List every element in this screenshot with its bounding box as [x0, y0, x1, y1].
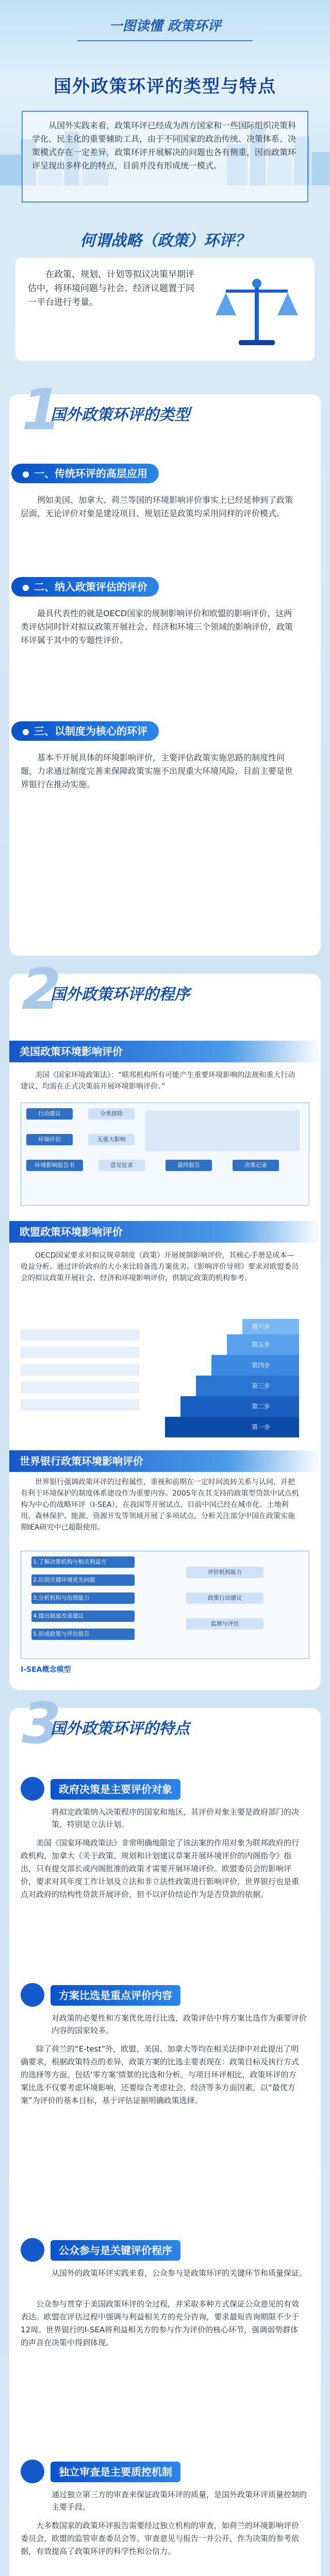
eu-step-labels [252, 1319, 308, 1437]
side-step: 政策行动建议 [186, 1592, 263, 1604]
people-icon [21, 2238, 44, 2262]
feature-heading-3: 公众参与是关键评价程序 [9, 2236, 321, 2264]
section-types-header [9, 377, 321, 443]
feature-text-2: 除了荷兰的“E-test”外，欧盟、美国、加拿大等均在相关法律中对此提出了明确要求，根据政策特点的差异，政策方案的比选主要表现在：政策目标及执行方式的选择等方面，包括‘零方案’情景的比选和分析。与项目环评相比，政策环评的方案比选不仅要考虑环境影响，还要综合考虑社会、经济等多方面因素，以“最优方案”为评价的基本目标，基于评估证据明确政策选择。 [21, 2044, 300, 2105]
wb-flowchart [21, 1551, 309, 1659]
flow-note-placeholder [145, 1110, 300, 1151]
flow-box: 最终报告 [166, 1160, 212, 1171]
what-is-title: 何谓战略（政策）环评？ [80, 232, 250, 250]
side-step: 监测与评估 [186, 1618, 263, 1630]
tagline: 一图读懂 政策环评 [109, 19, 221, 34]
flow-box: 决策记录 [233, 1160, 279, 1171]
section-number: 1 [22, 377, 61, 443]
flow-box: 行动建议 [26, 1108, 73, 1120]
eu-step: 第六步 [252, 1323, 271, 1330]
us-flowchart [21, 1103, 309, 1206]
intro-paragraph: 从国外实践来看，政策环评已经成为西方国家和一些国际组织决策科学化、民主化的重要辅助工具，由于不同国家的政治传统、决策体系、决策模式存在一定差异，政策环评开展解决的问题也各有侧重，因而政策环评呈现出多样化的特点，目前并没有形成统一模式。 [22, 111, 308, 202]
section-title: 国外政策环评的程序 [51, 986, 190, 1004]
flow-step: 5.形成政策与评估报告 [31, 1629, 135, 1640]
eu-step-line [21, 1364, 139, 1376]
eu-text: OECD国家要求对拟议规章制度（政策）开展规制影响评价，其核心手册是成本—收益分析。通过评价政府的大小来比较备选方案优劣。《影响评价导则》要求对欧盟委员会的拟议政策开展社会、经济和环境影响评价，供制定政策的机构参考。 [21, 1251, 299, 1282]
government-icon [21, 1777, 44, 1801]
flow-step: 2.识别关键环境优先问题 [31, 1574, 135, 1586]
section-number: 2 [22, 956, 61, 1022]
eu-step: 第四步 [252, 1362, 271, 1369]
feature-heading-1: 政府决策是主要评价对象 [9, 1775, 321, 1803]
type-text-1: 例如美国、加拿大、荷兰等国的环境影响评价事实上已经延伸到了政策层面，无论评价对象是建设项目、规划还是政策均采用同样的评价模式。 [21, 495, 293, 518]
side-step: 评价机构能力 [186, 1567, 263, 1578]
feature-note-2: 对政策的必要性和方案优化进行比选，政策评估中将方案比选作为重要评价内容的国家较多。 [52, 2013, 307, 2035]
feature-heading-4: 独立审查是主要质控机制 [9, 2458, 321, 2485]
feature-note-1: 将拟定政策纳入决策程序的国家和地区，其评价对象主要是政府部门的决策，特别是立法计划。 [52, 1807, 300, 1829]
flow-box: 分类排除 [88, 1108, 135, 1120]
wb-heading: 世界银行政策环境影响评价 [9, 1450, 321, 1472]
us-heading: 美国政策环境影响评价 [9, 1041, 321, 1062]
section-title: 国外政策环评的特点 [51, 1720, 190, 1738]
eu-step-list [21, 1329, 139, 1417]
flow-box: 环境评估 [26, 1134, 73, 1145]
what-is-definition: 在政策、规划、计划等拟议决策早期评估中，将环境问题与社会、经济议题置于同一平台进行考量。 [15, 258, 315, 361]
tagline-underline [77, 40, 253, 41]
eu-step-line [21, 1382, 139, 1393]
feature-text-4: 大多数国家的政策环评报告需要经过独立机构的审查，如荷兰的环境影响评价委员会，欧盟的监管审查委员会等。审查意见与报告一并公开，作为决策的参考依据，有效提高了政策环评的科学性和公信力。 [21, 2521, 300, 2556]
section-procedures-header [9, 956, 321, 1022]
eu-heading: 欧盟政策环境影响评价 [9, 1221, 321, 1243]
eu-step: 第三步 [252, 1382, 271, 1389]
flow-step: 3.分析机构与治理能力 [31, 1592, 135, 1604]
eu-step: 第二步 [252, 1403, 271, 1410]
bullet-dot-icon [23, 471, 29, 478]
eu-step: 第五步 [252, 1341, 271, 1348]
type-text-3: 基本不开展具体的环境影响评价，主要评估政策实施思路的制度性问题，力求通过制度完善来保障政策实施不出现重大环境风险，目前主要是世界银行在推动实施。 [21, 753, 293, 789]
feature-heading-2: 方案比选是重点评价内容 [9, 1981, 321, 2009]
type-heading-2: 二、纳入政策评估的评价 [11, 577, 159, 597]
balance-scale-icon [210, 274, 303, 351]
flow-box: 环境影响报告书 [26, 1160, 83, 1171]
feature-note-4: 通过独立第三方的审查来保证政策环评的质量，是国外政策环评质量控制的主要手段。 [52, 2490, 307, 2512]
compare-icon [21, 1983, 44, 2007]
type-text-2: 最具代表性的就是OECD国家的规制影响评价和欧盟的影响评价，这两类评估同时针对拟议政策开展社会、经济和环境三个领域的影响评价，政策环评属于其中的专题性评价。 [21, 608, 293, 645]
bullet-dot-icon [23, 585, 29, 591]
page-title: 国外政策环评的类型与特点 [54, 76, 276, 97]
isea-model-label: I-SEA概念模型 [21, 1666, 71, 1674]
bullet-dot-icon [23, 729, 29, 735]
section-features-header [9, 1690, 321, 1756]
eu-step-line [21, 1399, 139, 1411]
section-title: 国外政策环评的类型 [51, 406, 190, 424]
feature-text-3: 公众参与贯穿于美国政策环评的全过程，并采取多种方式保证公众意见的有效表达。欧盟在评估过程中强调与利益相关方的充分咨询，要求最短咨询期限不少于12周。世界银行的I-SEA将利益相关方的参与作为评价的核心环节，强调弱势群体的声音在决策中得到体现。 [21, 2299, 300, 2347]
flow-step: 4.提出制度改善建议 [31, 1611, 135, 1622]
feature-note-3: 从国外的政策环评实践来看，公众参与是政策环评的关键环节和质量保证。 [52, 2268, 307, 2278]
eu-step-line [21, 1347, 139, 1358]
flow-box: 意见征求 [98, 1160, 145, 1171]
feature-text-1: 美国《国家环境政策法》非常明确地限定了该法案的作用对象为联邦政府的行政机构，加拿大《关于政策、规划和计划建议草案开展环境评价的内阁指令》指出，只有提交部长或内阁批准的政策才需要开展环境评价。欧盟委员会的影响评价，要求对其年度工作计划及立法和非立法性政策进行影响评价，世界银行也是重点对政府的结构性贷款开展评价，但不以评价结论作为是否贷款的依据。 [21, 1838, 300, 1899]
flow-step: 1.了解决策机构与相关利益方 [31, 1556, 135, 1568]
flow-box: 无重大影响 [88, 1134, 135, 1145]
section-number: 3 [22, 1690, 61, 1756]
magnifier-icon [21, 2460, 44, 2483]
eu-step: 第一步 [252, 1423, 271, 1431]
wb-text: 世界银行强调政策环评的过程属性，重视和前期在一定时间流转关系与认同，并把有利于环境保护的制度体系建设作为重要内容。2005年在其支持的政策型贷款中试点机构为中心的战略环评（I-SEA），在我国等开展试点，目前中国已经在城市化、土地利用、森林保护、能源、资源开发等领域开展了多项试点，分析关注部分中国在政策实施期IEA研究中已超限使用。 [21, 1478, 299, 1532]
type-heading-1: 一、传统环评的高层应用 [11, 464, 159, 483]
us-text: 美国《国家环境政策法》：“联邦机构所有可能产生重要环境影响的法规和重大行动建议，均需在正式决策前开展环境影响评价。” [21, 1071, 295, 1091]
eu-step-line [21, 1329, 139, 1341]
type-heading-3: 三、以制度为核心的环评 [11, 721, 159, 741]
what-is-section [0, 216, 330, 386]
